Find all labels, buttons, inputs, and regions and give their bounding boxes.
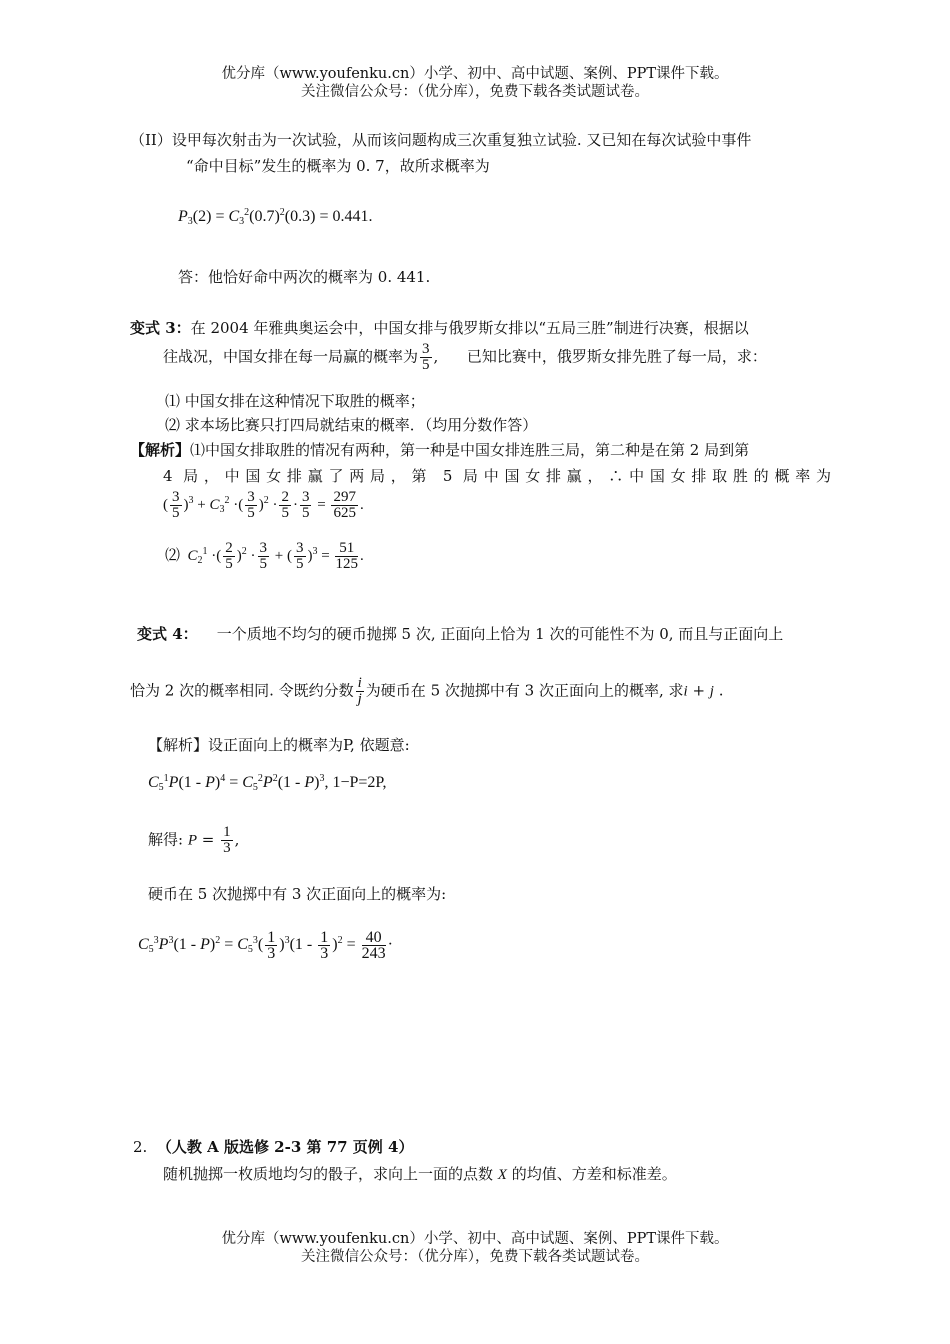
variant3-text-1: 在 2004 年雅典奥运会中，中国女排与俄罗斯女排以“五局三胜”制进行决赛，根据以 bbox=[190, 319, 749, 337]
variant4-text-2a: 恰为 2 次的概率相同. 令既约分数 bbox=[130, 681, 354, 700]
variant3-q2: ⑵ 求本场比赛只打四局就结束的概率．（均用分数作答） bbox=[165, 416, 538, 434]
answer-fraction-1: $\frac{297}{625}$ bbox=[333, 489, 356, 521]
variant4-solution: 【解析】设正面向上的概率为P, 依题意: bbox=[148, 736, 410, 754]
variant3-line-2: 往战况，中国女排在每一局赢的概率为 $\frac{3}{5}$ , 已知比赛中，俄罗斯女排先胜了每一局，求： bbox=[163, 341, 767, 373]
variant4-label: 变式 4： bbox=[137, 625, 198, 643]
variant4-equation: $C_5^1P(1 - P)^4 = C_5^2P^2(1 - P)^3$, 1−P=2P, bbox=[148, 773, 387, 793]
part2-line-1: （II）设甲每次射击为一次试验，从而该问题构成三次重复独立试验. 又已知在每次试验中事件 bbox=[130, 131, 752, 149]
variable-x: X bbox=[497, 1167, 507, 1183]
variant4-line-1 bbox=[137, 623, 783, 644]
solution-label: 【解析】 bbox=[130, 441, 191, 459]
variant4-final-formula: $C_5^3P^3(1 - P)^2 = C_5^3$( $\frac{1}{3}$ )$^3$(1 - $\frac{1}{3}$ )$^2$ = $\frac{40}{243}$ · bbox=[138, 929, 393, 962]
problem-source: （人教 A 版选修 2-3 第 77 页例 4） bbox=[156, 1138, 414, 1156]
variant3-sol-line-2: 4 局，中国女排赢了两局，第 5 局中国女排赢，∴中国女排取胜的概率为 bbox=[163, 467, 831, 485]
part2-formula: $P_3(2) = C_3^2(0.7)^2(0.3) = 0.441$. bbox=[178, 207, 373, 227]
variant4-solve: 解得: P = $\frac{1}{3}$ , bbox=[148, 824, 240, 856]
problem2-text-a: 随机抛掷一枚质地均匀的骰子，求向上一面的点数 bbox=[163, 1165, 494, 1183]
final-fraction: $\frac{40}{243}$ bbox=[361, 929, 386, 962]
variant3-sol-text-1: ⑴中国女排取胜的情况有两种，第一种是中国女排连胜三局，第二种是在第 2 局到第 bbox=[190, 441, 750, 459]
variant3-q1: ⑴ 中国女排在这种情况下取胜的概率； bbox=[165, 392, 425, 410]
problem2-text-b: 的均值、方差和标准差。 bbox=[511, 1165, 677, 1183]
variant3-text-2b: 已知比赛中，俄罗斯女排先胜了每一局，求： bbox=[466, 347, 767, 366]
variant4-text-1: 一个质地不均匀的硬币抛掷 5 次, 正面向上恰为 1 次的可能性不为 0, 而且与正面向上 bbox=[216, 625, 784, 643]
problem-number: 2. bbox=[133, 1138, 148, 1156]
variant3-label: 变式 3： bbox=[130, 319, 191, 337]
problem2-text bbox=[163, 1163, 677, 1184]
variant4-prob-text: 硬币在 5 次抛掷中有 3 次正面向上的概率为: bbox=[148, 885, 447, 903]
equation-tail: , 1−P=2P, bbox=[324, 774, 387, 791]
variant3-line-1 bbox=[130, 317, 749, 338]
footer-line-1: 优分库（www.youfenku.cn）小学、初中、高中试题、案例、PPT课件下载。 bbox=[221, 1231, 729, 1247]
fraction-one-third: $\frac{1}{3}$ bbox=[223, 824, 231, 856]
solve-label: 解得: bbox=[148, 830, 184, 849]
fraction-three-fifths: $\frac{3}{5}$ bbox=[422, 341, 430, 373]
variant3-sol-line-1 bbox=[130, 439, 749, 460]
variant3-text-2a: 往战况，中国女排在每一局赢的概率为 bbox=[163, 347, 419, 366]
part2-answer: 答：他恰好命中两次的概率为 0. 441. bbox=[178, 268, 431, 286]
fraction-i-over-j: $\frac{i}{j}$ bbox=[357, 675, 362, 707]
part2-line-2: “命中目标”发生的概率为 0. 7，故所求概率为 bbox=[186, 157, 490, 175]
answer-fraction-2: $\frac{51}{125}$ bbox=[335, 540, 358, 572]
variant3-formula-1: ( $\frac{3}{5}$ )$^3 + C_3^2$ ·( $\frac{3}{5}$ )$^2$ · $\frac{2}{5}$ · $\frac{3}{5}$ = $\frac{297}{625}$ . bbox=[163, 489, 364, 521]
footer-line-2: 关注微信公众号：（优分库），免费下载各类试题试卷。 bbox=[301, 1249, 649, 1265]
header-line-1: 优分库（www.youfenku.cn）小学、初中、高中试题、案例、PPT课件下载。 bbox=[221, 66, 729, 82]
variant4-text-2b: 为硬币在 5 次抛掷中有 3 次正面向上的概率, 求 bbox=[365, 681, 684, 700]
variant3-formula-2: ⑵ $C_2^1$ ·( $\frac{2}{5}$ )$^2$ · $\frac{3}{5}$ + ( $\frac{3}{5}$ )$^3$ = $\frac{51}{125}$ . bbox=[165, 540, 364, 572]
variant4-line-2: 恰为 2 次的概率相同. 令既约分数 $\frac{i}{j}$ 为硬币在 5 次抛掷中有 3 次正面向上的概率, 求i + j . bbox=[130, 675, 724, 707]
header-line-2: 关注微信公众号：（优分库），免费下载各类试题试卷。 bbox=[301, 84, 649, 100]
problem2-heading bbox=[133, 1136, 413, 1157]
q2-mark: ⑵ bbox=[165, 547, 181, 564]
